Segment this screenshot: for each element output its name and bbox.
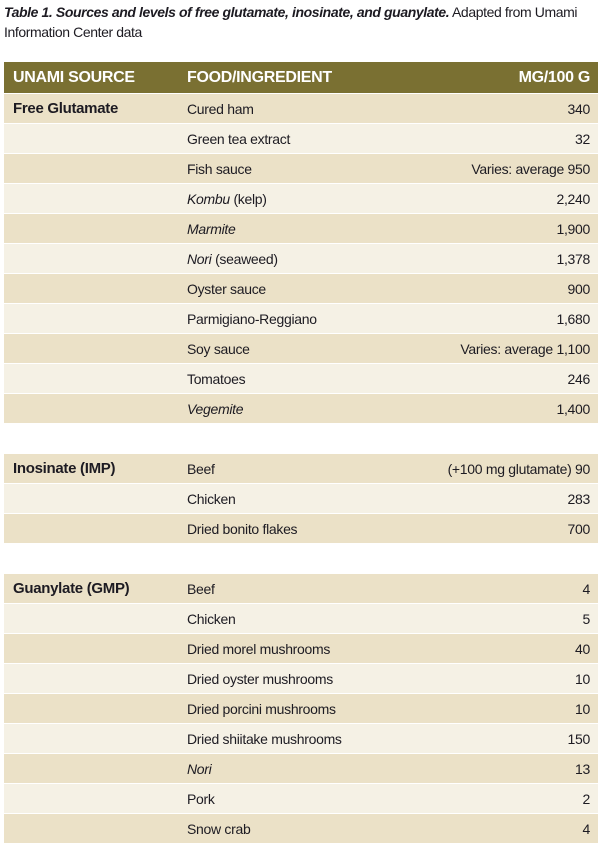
header-source: UNAMI SOURCE [13,68,135,86]
food-name: (seaweed) [211,250,278,267]
table-row [4,483,598,513]
group-spacer [4,423,598,454]
food-cell [187,791,215,807]
food-name: Tomatoes [187,370,246,387]
food-name: (kelp) [229,190,267,207]
food-cell [187,521,297,537]
amount-cell: 10 [575,700,590,717]
food-name: Chicken [187,610,236,627]
food-cell [187,641,330,657]
amount-cell: (+100 mg glutamate) 90 [447,460,590,477]
food-italic-name: Kombu [187,190,230,207]
amount-cell: 13 [575,760,590,777]
header-amount: MG/100 G [518,68,590,86]
table-row [4,663,598,693]
table-row [4,753,598,783]
food-name: Cured ham [187,100,254,117]
amount-cell: 700 [567,520,590,537]
amount-cell: 2 [582,790,590,807]
food-cell [187,311,317,327]
food-cell [187,761,211,777]
table-row [4,93,598,123]
table-row [4,513,598,543]
amount-cell: 150 [567,730,590,747]
amount-cell: 1,680 [556,310,590,327]
food-name: Dried bonito flakes [187,520,298,537]
table-row [4,783,598,813]
food-name: Dried oyster mushrooms [187,670,333,687]
food-italic-name: Vegemite [187,400,244,417]
table-row [4,454,598,483]
umami-table [4,62,598,843]
food-italic-name: Marmite [187,220,236,237]
table-row [4,693,598,723]
food-cell [187,101,254,117]
food-cell [187,701,336,717]
food-name: Soy sauce [187,340,250,357]
umami-source-label: Free Glutamate [13,100,119,117]
table-header [4,62,598,93]
food-cell [187,131,290,147]
food-cell [187,251,278,267]
food-cell [187,461,215,477]
food-italic-name: Nori [187,250,212,267]
table-row [4,183,598,213]
group-spacer [4,543,598,574]
amount-cell: 1,400 [556,400,590,417]
amount-cell: 4 [582,820,590,837]
food-name: Dried morel mushrooms [187,640,331,657]
table-row [4,333,598,363]
amount-cell: 10 [575,670,590,687]
table-row [4,243,598,273]
food-cell [187,281,266,297]
table-row [4,603,598,633]
table-row [4,813,598,843]
food-name: Snow crab [187,820,251,837]
table-row [4,723,598,753]
food-name: Parmigiano-Reggiano [187,310,317,327]
food-cell [187,821,250,837]
table-row [4,574,598,603]
amount-cell: 4 [582,580,590,597]
caption-source: Adapted from Umami Information Center data [4,4,578,40]
food-cell [187,401,243,417]
food-cell [187,161,252,177]
amount-cell: 246 [567,370,590,387]
food-name: Beef [187,460,215,477]
food-cell [187,191,267,207]
food-name: Green tea extract [187,130,291,147]
amount-cell: 40 [575,640,590,657]
table-row [4,393,598,423]
amount-cell: 5 [582,610,590,627]
food-name: Chicken [187,490,236,507]
table-row [4,303,598,333]
table-row [4,213,598,243]
food-name: Fish sauce [187,160,252,177]
amount-cell: 1,900 [556,220,590,237]
food-cell [187,491,235,507]
food-name: Oyster sauce [187,280,266,297]
food-cell [187,221,235,237]
food-name: Beef [187,580,215,597]
food-cell [187,611,235,627]
table-caption [4,2,598,42]
food-cell [187,371,245,387]
amount-cell: Varies: average 950 [471,160,590,177]
amount-cell: 1,378 [556,250,590,267]
food-italic-name: Nori [187,760,212,777]
food-name: Pork [187,790,215,807]
food-cell [187,671,333,687]
amount-cell: 900 [567,280,590,297]
table-row [4,273,598,303]
table-row [4,363,598,393]
table-row [4,153,598,183]
table-row [4,633,598,663]
caption-title: Table 1. Sources and levels of free glutamate, inosinate, and guanylate. [4,4,450,20]
table-row [4,123,598,153]
umami-source-label: Inosinate (IMP) [13,460,116,477]
food-name: Dried porcini mushrooms [187,700,336,717]
header-food: FOOD/INGREDIENT [187,68,332,86]
food-cell [187,731,342,747]
amount-cell: 283 [567,490,590,507]
food-cell [187,581,215,597]
amount-cell: 2,240 [556,190,590,207]
amount-cell: Varies: average 1,100 [460,340,590,357]
amount-cell: 340 [567,100,590,117]
amount-cell: 32 [575,130,590,147]
food-name: Dried shiitake mushrooms [187,730,342,747]
food-cell [187,341,250,357]
umami-source-label: Guanylate (GMP) [13,580,130,597]
